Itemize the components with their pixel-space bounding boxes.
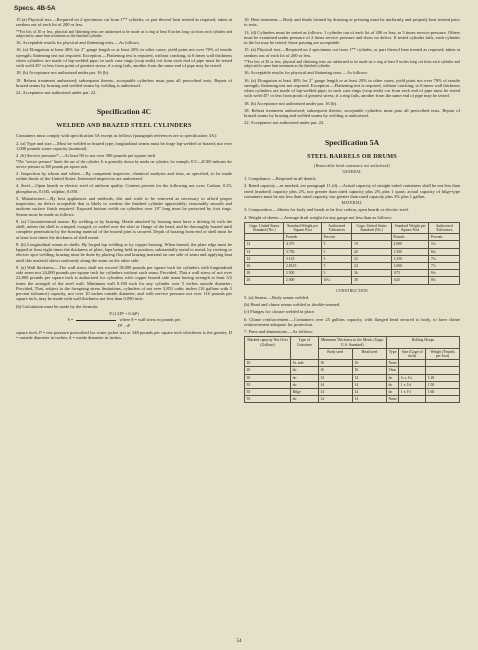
formula-where: where S = wall stress in pounds per: [119, 317, 181, 323]
spec-title: Specification 4C: [96, 107, 152, 117]
table-cell: 14: [352, 381, 386, 388]
table-row: [245, 396, 460, 403]
table-cell: 20: [245, 367, 291, 374]
table-cell: [399, 367, 426, 374]
table-header: Authorized Tolerances: [429, 222, 460, 233]
table-cell: 14: [318, 374, 352, 381]
table-cell: 14: [245, 255, 284, 262]
table-cell: Percent: [322, 234, 352, 241]
paragraph: 4. Weight of sheets.—Average draft weight for any gauge not less than as follows:: [244, 214, 393, 220]
paragraph: 10. Heat treatment.—Body and heads formed by drawing or pressing must be uniformly and properly heat treated prior to tests.: [244, 17, 460, 28]
paragraph: 2. (a) Type and size.—Must be welded or brazed type; longitudinal seams must be forge lap-welded or brazed; not over 1,000 pounds water capacity (nominal).: [16, 140, 232, 151]
paragraph: 4. Steel.—Open hearth or electric steel of uniform quality. Content percent for the following not over: Carbon, 0.25; phosphorus, 0.045, sulphur, 0.050.: [16, 183, 232, 194]
table-cell: 2.500: [284, 270, 322, 277]
table-cell: 6¾: [429, 248, 460, 255]
table-cell: 2.000: [284, 277, 322, 284]
table-cell: 13: [245, 248, 284, 255]
paragraph: 22. Acceptance not authorized under par. 22.: [244, 120, 325, 126]
table-cell: [399, 396, 426, 403]
paragraph: 15 (a) Physical test.—Required on 2 specimens cut from 1** cylinder, or part thereof heat treated as required, taken at random out of each lot of 200 or less.: [16, 17, 232, 28]
table-header: Authorized Tolerances: [322, 222, 352, 233]
table-cell: 4.375: [284, 241, 322, 248]
table-header: Gage, United States Standard (No.): [245, 222, 284, 233]
table-cell: 14: [352, 389, 386, 396]
formula-line: [16, 317, 232, 322]
paragraph: (b) Calculation must be made by the formula:: [16, 303, 99, 309]
table-cell: 5: [322, 255, 352, 262]
table-header: Minimum Thickness in the Metal. (Gage, U.S. Standard): [318, 337, 386, 348]
table-cell: 55: [245, 389, 291, 396]
table-cell: ¾ x 1¼: [399, 374, 426, 381]
table-cell: 16: [352, 360, 386, 367]
table-cell: 30: [245, 374, 291, 381]
table-cell: 16: [352, 367, 386, 374]
table-header: Marked capacity Not Over (Gallons): [245, 337, 291, 360]
table-cell: 28: [352, 277, 391, 284]
paragraph: 2. Rated capacity—as marked, see paragraph 11 (d).—Actual capacity of straight-sided containers shall be not less than rated (marked) capacity plus 2%, nor greater than rated capacity plus 2% plus 1 quart; actual capacity of bilge-type containers must be not less than rated capacity, nor greater than rated capacity plus 3% plus 1 gallon.: [244, 183, 460, 199]
table-cell: 1.250: [391, 255, 429, 262]
table-header: Gage, United States Standard (No.): [352, 222, 391, 233]
table-header: Size (Gage of inch): [399, 348, 426, 359]
table-cell: 1.500: [391, 248, 429, 255]
table-cell: St. side: [291, 360, 318, 367]
table-cell: 20: [245, 277, 284, 284]
table-cell: 14: [318, 396, 352, 403]
paragraph: 18. Reheat treatment authorized; subsequent thereto, acceptable cylinders must pass all prescribed tests. Repair of brazed seams by brazing and welded seams by welding is authorized.: [244, 107, 460, 119]
paragraph: 2. Inspection by whom and where.—By competent inspector; chemical analyses and tests, as specified, to be made within limits of the United States. Interested inspectors are authorized.: [16, 170, 232, 182]
table-row: [245, 255, 460, 262]
table-cell: do: [291, 396, 318, 403]
table-row: [245, 374, 460, 381]
table-cell: 20: [352, 248, 391, 255]
table-row: [245, 389, 460, 396]
spec-subtitle: WELDED AND BRAZED STEEL CYLINDERS: [56, 122, 192, 130]
table-cell: 35: [245, 381, 291, 388]
table-cell: [426, 360, 460, 367]
paragraph: 13. (d) Cylinders must be tested as follows: 1 cylinder out of each lot of 200 or less; to 3 times service pressure. Others must be examined under pressure of 2 times service pressure and show no defect. If tested cylinder fails, each cylinder in the lot may be tested; those passing are acceptable.: [244, 29, 460, 45]
table-cell: 3.125: [284, 255, 322, 262]
paragraph: 16. (a) Elongation at least 40% for 2" gauge length or at least 20% in other cases; yield point not over 70% of tensile strength; flattening test not required. Exception.—Flattening test is required, without cracking, to 6 times wall thickness when cylinders are made of lap-welded pipe; in such case rings (crop ends) cut from each end of pipe must be tested with weld 45° or less from point of greatest stress; if a ring fails, another from the same end of pipe may be tested.: [244, 77, 460, 99]
paragraph: 9. (a) Wall thickness.—The wall stress shall not exceed 18,000 pounds per square inch for cylinders with longitudinal side seam nor 24,000 pounds per square inch for cylinders without such seam; Provided, That a wall stress of not over 22,800 pounds per square inch is authorized for cylinders with copper brazed side seam having strength at least 3/2 times the strength of the steel wall. Minimum wall 0.100 inch for any cylinder over 5 inches outside diameter; Provided, That, subject to the foregoing stress limitations, cylinders of not over 3,851 cubic inches (16 gallons with 5 percent tolerance) capacity, not over 10 inches outside diameter, and with service pressure not over 116 pounds per square inch, may be made with wall thickness not less than 0.090 inch.: [16, 264, 232, 302]
table-header: Head steel: [352, 348, 386, 359]
paragraph: 2. (b) Service pressure*.—At least 90 to not over 300 pounds per square inch.: [16, 153, 157, 159]
table-cell: 7½: [429, 263, 460, 270]
table-cell: 1.50: [426, 381, 460, 388]
table-cell: 12: [245, 241, 284, 248]
table-cell: 16: [318, 367, 352, 374]
paragraph: 15. (a) Physical test.—Required on 2 specimens cut from 1** cylinder, or part thereof heat treated as required, taken at random out of each lot of 200 or less.: [244, 47, 460, 58]
table-cell: do: [387, 389, 399, 396]
table-cell: [426, 396, 460, 403]
table-cell: Pounds: [391, 234, 429, 241]
paragraph: 16. (a) Elongation at least 40% for 2" gauge length or at least 20% in other cases; yield point not over 70% of tensile strength; flattening test not required. Exception.—Flattening test is required, without cracking, to 6 times wall thickness when cylinders are made of lap-welded pipe; in such case rings (crop ends) cut from each end of pipe must be tested with weld 45° or less from point of greatest stress; if a ring fails, another from the same end of pipe may be tested.: [16, 47, 232, 69]
table-row: [245, 270, 460, 277]
left-column: [16, 17, 232, 342]
paragraph: (c) Flanges for closure welded in place.: [244, 309, 316, 315]
table-cell: 26: [352, 270, 391, 277]
section-heading: GENERAL: [342, 169, 362, 174]
table-row: [245, 263, 460, 270]
formula-numerator: P (1.3D² + 0.4d²): [109, 310, 139, 316]
table-header: Standard Weight per Square Foot: [284, 222, 322, 233]
paragraph: 18. (b) Acceptance not authorized under par. 16 (b).: [244, 100, 338, 106]
paragraph: 16. Acceptable results for physical and flattening tests.—As follows:: [16, 40, 140, 46]
table-cell: Bilge: [291, 389, 318, 396]
paragraph: 5. (a) Seams.—Body seams welded.: [244, 294, 310, 300]
table-cell: [245, 234, 284, 241]
table-header: Standard Weight per Square Foot: [391, 222, 429, 233]
table-cell: 14: [318, 381, 352, 388]
spec-subtitle: STEEL BARRELS OR DRUMS: [307, 152, 397, 160]
table-cell: 8¼: [429, 270, 460, 277]
formula-s: S =: [67, 317, 74, 323]
paragraph: 22. Acceptance not authorized under par. 22.: [16, 90, 97, 96]
paragraph: Containers must comply with specification 3A except as follows (paragraph references are to specification 3A):: [16, 133, 217, 139]
section-heading: MATERIAL: [341, 201, 363, 206]
table-cell: 2.000: [391, 241, 429, 248]
footnote: *The "service pressure" limits the use of the cylinder. It is generally shown by marks on cylinder; for example, ICC—4C300 indicates the service pressure as 300 pounds per square inch.: [16, 160, 232, 169]
table-cell: 5¼: [429, 241, 460, 248]
table-cell: 18: [245, 270, 284, 277]
table-header: Rolling Hoops: [387, 337, 460, 348]
paragraph: 16. Acceptable results for physical and flattening tests.—As follows:: [244, 70, 368, 76]
paragraph: 6. Chime reinforcement.—Containers over 25 gallons capacity, with flanged head secured to body, to have chime reinforcement adequate for protection.: [244, 316, 460, 327]
footnote: **For lots of 30 or less, physical and flattening tests are authorized to be made on a ring at least 8 inches long cut from each cylinder and subjected to same heat treatment as the finished cylinder.: [16, 29, 232, 38]
table-cell: 10: [245, 360, 291, 367]
table-cell: 1.000: [391, 263, 429, 270]
table-row: [245, 381, 460, 388]
table-row: [245, 241, 460, 248]
table-cell: [399, 360, 426, 367]
paragraph: 18. Reheat treatment authorized; subsequent thereto, acceptable cylinders must pass all prescribed tests. Repair of brazed seams by brazing and welded seams by welding is authorized.: [16, 77, 232, 88]
table-cell: do: [387, 381, 399, 388]
page-header: Specs. 4B-5A: [14, 5, 56, 12]
table-cell: 16: [318, 360, 352, 367]
table-row: [245, 234, 460, 241]
table-cell: 1.60: [426, 389, 460, 396]
table-cell: [426, 367, 460, 374]
table-cell: 24: [352, 263, 391, 270]
table-cell: do: [291, 374, 318, 381]
table-cell: 3.750: [284, 248, 322, 255]
table-cell: 14: [352, 374, 386, 381]
table-cell: 1 x 1½: [399, 389, 426, 396]
table-cell: 14: [352, 396, 386, 403]
paragraph: 5. Manufacture.—By best appliances and methods; dirt and scale to be removed as necessary to afford proper inspection; no defect acceptable that is likely to weaken the finished cylinder appreciably; reasonably smooth and uniform surface finish required. Exposed bottom welds on cylinders over 18" long must be protected by foot rings. Seams must be made as follows:: [16, 195, 232, 217]
footnote: **For lots of 30 or less, physical and flattening tests are authorized to be made on a ring at least 8 inches long cut from each cylinder and subjected to same heat treatment as the finished cylinder.: [244, 59, 460, 69]
table-cell: do: [291, 381, 318, 388]
table-cell: None: [388, 397, 397, 402]
table-cell: do: [291, 367, 318, 374]
table-row: [245, 367, 460, 374]
spec-title: Specification 5A: [324, 137, 380, 147]
table-cell: Percent: [429, 234, 460, 241]
spec-note: (Removable head containers not authorized): [314, 163, 390, 168]
table-cell: 10¼: [322, 277, 352, 284]
table-cell: .625: [391, 277, 429, 284]
table-cell: 16: [245, 263, 284, 270]
table-cell: 5: [322, 241, 352, 248]
table-cell: 19: [352, 241, 391, 248]
table-cell: 5: [322, 263, 352, 270]
table-cell: 2.8125: [284, 263, 322, 270]
table-row: [245, 277, 460, 284]
formula-denominator: D² – d²: [117, 323, 131, 329]
table-cell: 1 x 1¼: [399, 381, 426, 388]
table-cell: .875: [391, 270, 429, 277]
table-row: [245, 360, 460, 367]
table-header: Body steel: [318, 348, 352, 359]
paragraph: 8. (a) Circumferential seams: By welding or by brazing. Heads attached by brazing must have a driving fit with the shell, unless the shell is crimped, swaged, or curled over the skirt or flange of the head, and be thoroughly brazed until complete penetration by the brazing material of the brazed joint is secured. Depth of brazing from end of shell must be at least four times the thickness of shell metal.: [16, 218, 232, 240]
paragraph: 7. Parts and dimensions.—As follows:: [244, 329, 314, 335]
table-cell: 14: [318, 389, 352, 396]
table-cell: do: [387, 374, 399, 381]
paragraph: 18. (b) Acceptance not authorized under par. 16 (b).: [16, 70, 110, 76]
page-number: 54: [236, 638, 242, 644]
table-header: Type of Container: [291, 337, 318, 360]
paragraph: square inch; P = test pressure prescribed for water jacket test or 348 pounds per square inch whichever is the greater; D = outside diameter in inches; d = inside diameter in inches.: [16, 329, 232, 340]
table-header: Weight (Pounds per foot): [426, 348, 460, 359]
table-cell: 7¼: [429, 255, 460, 262]
paragraph: 3. Composition.—Sheets for body and heads to be low carbon, open hearth or electric steel.: [244, 207, 409, 213]
sheet-weight-table: [244, 222, 460, 285]
table-cell: 1.28: [426, 374, 460, 381]
table-cell: 5: [322, 248, 352, 255]
table-cell: 55: [245, 396, 291, 403]
table-cell: Pounds: [284, 234, 322, 241]
table-row: [245, 248, 460, 255]
paragraph: (b) Head and chime seams welded or double-seamed.: [244, 302, 341, 308]
right-column: [244, 17, 460, 407]
table-header: Type: [387, 348, 399, 359]
paragraph: 8. (b) Longitudinal seams in shells: By forged lap welding or by copper brazing. When brazed, the plate edge must be lapped at least eight times the thickness of plate, laps being held in position, substantially metal to metal, by riveting or electric spot welding; brazing must be done by placing flux and brazing material on one side of seam and applying heat until this material shows uniformly along the seam on the other side.: [16, 241, 232, 263]
paragraph: 1. Compliance.—Required in all details.: [244, 176, 317, 182]
table-cell: I-bar: [387, 367, 399, 374]
table-cell: [352, 234, 391, 241]
table-cell: None: [388, 361, 397, 366]
table-cell: 8¾: [429, 277, 460, 284]
table-cell: 5: [322, 270, 352, 277]
section-heading: CONSTRUCTION: [336, 288, 368, 293]
table-cell: 22: [352, 255, 391, 262]
parts-dimensions-table: [244, 336, 460, 403]
